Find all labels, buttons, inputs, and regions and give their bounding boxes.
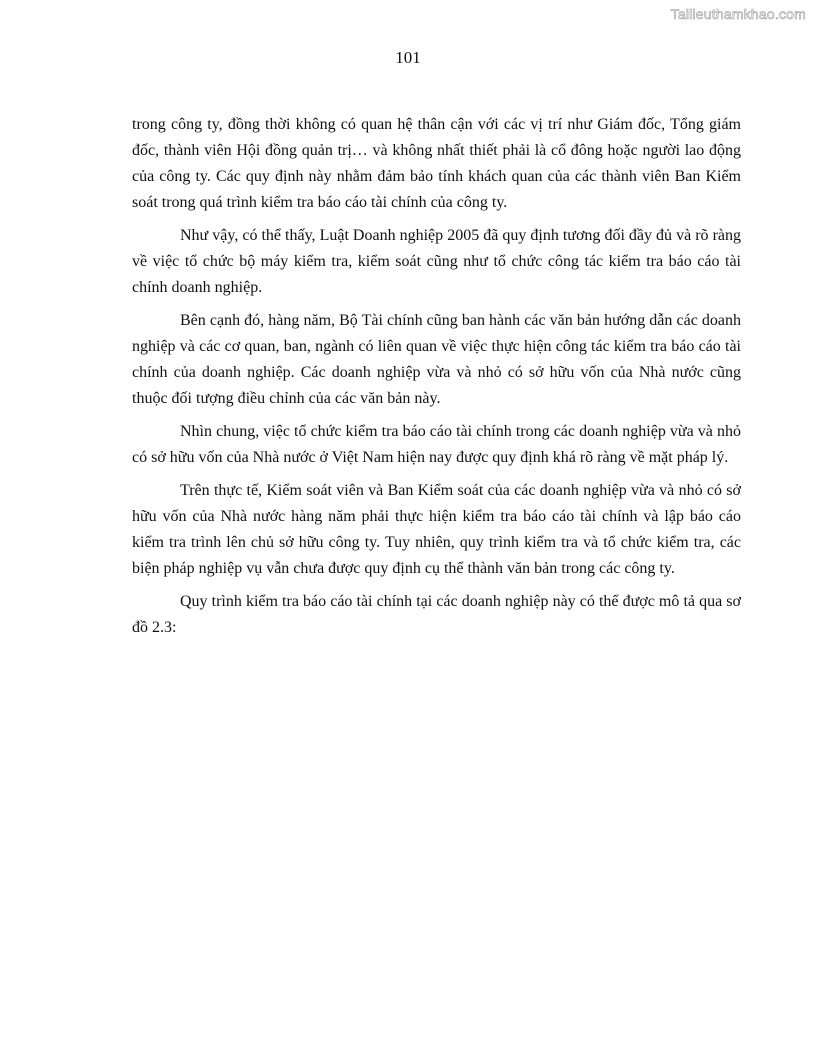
document-body [132, 112, 741, 648]
paragraph-continuation: trong công ty, đồng thời không có quan hệ thân cận với các vị trí như Giám đốc, Tổng giám đốc, thành viên Hội đồng quản trị… và không nhất thiết phải là cổ đông hoặc người lao động của công ty. Các quy định này nhằm đảm bảo tính khách quan của các thành viên Ban Kiểm soát trong quá trình kiểm tra báo cáo tài chính của công ty. [132, 116, 741, 211]
paragraph: Trên thực tế, Kiểm soát viên và Ban Kiểm soát của các doanh nghiệp vừa và nhỏ có sở hữu vốn của Nhà nước hàng năm phải thực hiện kiểm tra báo cáo tài chính và lập báo cáo kiểm tra trình lên chủ sở hữu công ty. Tuy nhiên, quy trình kiểm tra và tổ chức kiểm tra, các biện pháp nghiệp vụ vẫn chưa được quy định cụ thể thành văn bản trong các công ty. [132, 482, 741, 577]
paragraph: Quy trình kiểm tra báo cáo tài chính tại các doanh nghiệp này có thể được mô tả qua sơ đồ 2.3: [132, 593, 741, 636]
watermark-text: Tailieuthamkhao.com [670, 6, 806, 22]
page-number: 101 [395, 48, 421, 67]
paragraph: Bên cạnh đó, hàng năm, Bộ Tài chính cũng ban hành các văn bản hướng dẫn các doanh nghiệp và các cơ quan, ban, ngành có liên quan về việc thực hiện công tác kiểm tra báo cáo tài chính của doanh nghiệp. Các doanh nghiệp vừa và nhỏ có sở hữu vốn của Nhà nước cũng thuộc đối tượng điều chỉnh của các văn bản này. [132, 312, 741, 407]
paragraph: Nhìn chung, việc tổ chức kiểm tra báo cáo tài chính trong các doanh nghiệp vừa và nhỏ có sở hữu vốn của Nhà nước ở Việt Nam hiện nay được quy định khá rõ ràng về mặt pháp lý. [132, 423, 741, 466]
paragraph: Như vậy, có thể thấy, Luật Doanh nghiệp 2005 đã quy định tương đối đầy đủ và rõ ràng về việc tổ chức bộ máy kiểm tra, kiểm soát cũng như tổ chức công tác kiểm tra báo cáo tài chính doanh nghiệp. [132, 227, 741, 296]
